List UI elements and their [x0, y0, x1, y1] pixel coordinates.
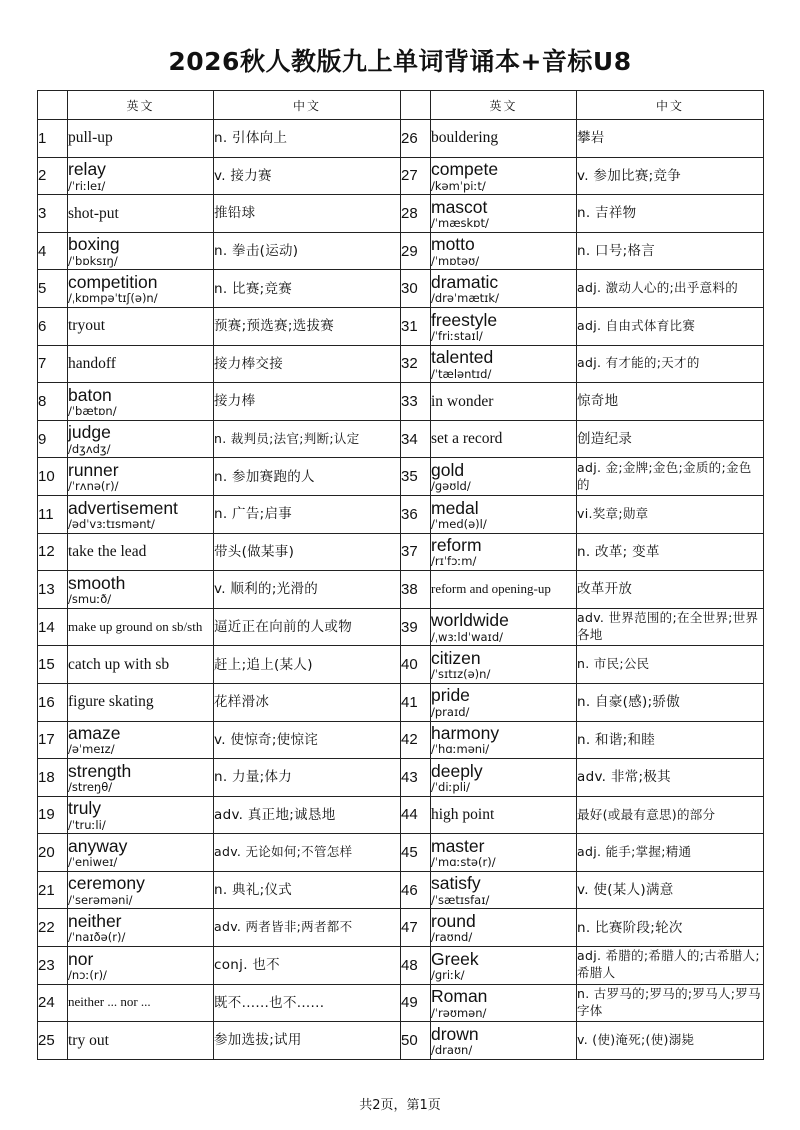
vocab-row [38, 232, 764, 270]
english-word: baton [68, 384, 112, 405]
english-cell [431, 383, 577, 421]
chinese-meaning: vi.奖章;勋章 [577, 495, 764, 533]
english-cell [431, 759, 577, 797]
chinese-meaning: 逼近正在向前的人或物 [214, 608, 401, 646]
entry-number: 14 [38, 608, 68, 646]
entry-number: 9 [38, 420, 68, 458]
phonetic-transcription: /ˈsætɪsfaɪ/ [431, 892, 490, 907]
english-phrase: try out [68, 1031, 109, 1049]
entry-number: 43 [401, 759, 431, 797]
english-word: anyway [68, 835, 128, 856]
chinese-meaning: adv. 世界范围的;在全世界;世界各地 [577, 608, 764, 646]
chinese-meaning: n. 比赛;竞赛 [214, 270, 401, 308]
entry-number: 48 [401, 947, 431, 985]
vocab-row [38, 383, 764, 421]
english-word: reform [431, 535, 482, 556]
entry-number: 24 [38, 984, 68, 1022]
phonetic-transcription: /ˈsɪtɪz(ə)n/ [431, 667, 491, 682]
english-phrase: take the lead [68, 542, 147, 560]
phonetic-transcription: /ˈfriːstaɪl/ [431, 328, 483, 343]
english-phrase: make up ground on sb/sth [68, 618, 203, 634]
english-cell [431, 909, 577, 947]
entry-number: 19 [38, 796, 68, 834]
english-cell [431, 984, 577, 1022]
english-cell [431, 420, 577, 458]
entry-number: 28 [401, 195, 431, 233]
chinese-meaning: 攀岩 [577, 120, 764, 158]
chinese-meaning: n. 参加赛跑的人 [214, 458, 401, 496]
english-phrase: figure skating [68, 693, 154, 711]
english-cell [68, 909, 214, 947]
entry-number: 33 [401, 383, 431, 421]
english-cell [431, 195, 577, 233]
english-cell [68, 721, 214, 759]
english-word: harmony [431, 723, 500, 744]
chinese-meaning: n. 古罗马的;罗马的;罗马人;罗马字体 [577, 984, 764, 1022]
english-cell [431, 307, 577, 345]
english-cell [68, 947, 214, 985]
entry-number: 11 [38, 495, 68, 533]
vocab-row [38, 345, 764, 383]
chinese-meaning: n. 典礼;仪式 [214, 871, 401, 909]
chinese-meaning: v. 接力赛 [214, 157, 401, 195]
entry-number: 4 [38, 232, 68, 270]
english-phrase: bouldering [431, 129, 499, 147]
vocab-row [38, 909, 764, 947]
phonetic-transcription: /kəmˈpiːt/ [431, 178, 486, 193]
entry-number: 1 [38, 120, 68, 158]
english-cell [68, 495, 214, 533]
chinese-meaning: 带头(做某事) [214, 533, 401, 571]
english-word: mascot [431, 196, 488, 217]
phonetic-transcription: /ˈdiːpli/ [431, 780, 470, 795]
english-word: citizen [431, 647, 481, 668]
vocabulary-table [37, 90, 764, 1060]
english-cell [431, 871, 577, 909]
english-word: talented [431, 347, 494, 368]
english-cell [68, 195, 214, 233]
english-cell [68, 834, 214, 872]
entry-number: 7 [38, 345, 68, 383]
english-word: satisfy [431, 873, 481, 894]
english-cell [68, 871, 214, 909]
entry-number: 45 [401, 834, 431, 872]
phonetic-transcription: /ˈnaɪðə(r)/ [68, 930, 126, 945]
entry-number: 20 [38, 834, 68, 872]
entry-number: 13 [38, 571, 68, 609]
phonetic-transcription: /dʒʌdʒ/ [68, 441, 111, 456]
english-word: ceremony [68, 873, 145, 894]
english-word: judge [68, 422, 111, 443]
english-cell [431, 120, 577, 158]
english-cell [68, 796, 214, 834]
entry-number: 22 [38, 909, 68, 947]
vocab-row [38, 120, 764, 158]
entry-number: 5 [38, 270, 68, 308]
english-cell [68, 232, 214, 270]
chinese-meaning: n. 广告;启事 [214, 495, 401, 533]
header-english-left: 英文 [68, 91, 214, 120]
entry-number: 41 [401, 683, 431, 721]
entry-number: 38 [401, 571, 431, 609]
english-cell [68, 420, 214, 458]
chinese-meaning: n. 改革; 变革 [577, 533, 764, 571]
chinese-meaning: v. 参加比赛;竞争 [577, 157, 764, 195]
vocab-row [38, 683, 764, 721]
phonetic-transcription: /ˈrʌnə(r)/ [68, 479, 119, 494]
entry-number: 31 [401, 307, 431, 345]
phonetic-transcription: /draʊn/ [431, 1043, 473, 1058]
english-cell [431, 533, 577, 571]
entry-number: 35 [401, 458, 431, 496]
chinese-meaning: n. 力量;体力 [214, 759, 401, 797]
chinese-meaning: adj. 能手;掌握;精通 [577, 834, 764, 872]
english-phrase: neither ... nor ... [68, 994, 151, 1010]
english-cell [431, 683, 577, 721]
chinese-meaning: adj. 希腊的;希腊人的;古希腊人;希腊人 [577, 947, 764, 985]
entry-number: 17 [38, 721, 68, 759]
english-cell [431, 571, 577, 609]
entry-number: 27 [401, 157, 431, 195]
chinese-meaning: 既不......也不...... [214, 984, 401, 1022]
vocab-row [38, 834, 764, 872]
english-word: master [431, 835, 485, 856]
chinese-meaning: 惊奇地 [577, 383, 764, 421]
chinese-meaning: 接力棒 [214, 383, 401, 421]
chinese-meaning: n. 引体向上 [214, 120, 401, 158]
entry-number: 40 [401, 646, 431, 684]
phonetic-transcription: /ˈmed(ə)l/ [431, 516, 487, 531]
english-word: competition [68, 271, 158, 292]
english-word: runner [68, 459, 119, 480]
phonetic-transcription: /ədˈvɜːtɪsmənt/ [68, 516, 155, 531]
english-cell [68, 1022, 214, 1060]
english-phrase: catch up with sb [68, 655, 170, 673]
english-cell [68, 307, 214, 345]
header-num-blank-right [401, 91, 431, 120]
header-row [38, 91, 764, 120]
english-phrase: in wonder [431, 392, 494, 410]
english-word: smooth [68, 572, 126, 593]
vocab-row [38, 871, 764, 909]
english-cell [431, 1022, 577, 1060]
entry-number: 8 [38, 383, 68, 421]
chinese-meaning: adj. 激动人心的;出乎意料的 [577, 270, 764, 308]
chinese-meaning: 推铅球 [214, 195, 401, 233]
entry-number: 18 [38, 759, 68, 797]
vocab-row [38, 721, 764, 759]
english-word: truly [68, 798, 102, 819]
vocab-row [38, 495, 764, 533]
entry-number: 25 [38, 1022, 68, 1060]
chinese-meaning: adj. 有才能的;天才的 [577, 345, 764, 383]
phonetic-transcription: /ˈrəʊmən/ [431, 1005, 487, 1020]
vocab-row [38, 571, 764, 609]
phonetic-transcription: /ˈmɑːstə(r)/ [431, 855, 496, 870]
chinese-meaning: adv. 两者皆非;两者都不 [214, 909, 401, 947]
chinese-meaning: adv. 非常;极其 [577, 759, 764, 797]
header-chinese-left: 中文 [214, 91, 401, 120]
chinese-meaning: v. 使惊奇;使惊诧 [214, 721, 401, 759]
english-phrase: pull-up [68, 129, 113, 147]
vocab-row [38, 270, 764, 308]
english-word: relay [68, 159, 106, 180]
english-cell [68, 608, 214, 646]
entry-number: 47 [401, 909, 431, 947]
phonetic-transcription: /raʊnd/ [431, 930, 473, 945]
english-word: gold [431, 459, 465, 480]
chinese-meaning: 参加选拔;试用 [214, 1022, 401, 1060]
chinese-meaning: n. 比赛阶段;轮次 [577, 909, 764, 947]
vocab-row [38, 157, 764, 195]
english-phrase: shot-put [68, 204, 119, 222]
english-word: drown [431, 1023, 479, 1044]
english-word: freestyle [431, 309, 498, 330]
english-cell [431, 608, 577, 646]
english-word: Roman [431, 986, 488, 1007]
chinese-meaning: n. 裁判员;法官;判断;认定 [214, 420, 401, 458]
phonetic-transcription: /ˈeniweɪ/ [68, 855, 118, 870]
vocab-row [38, 307, 764, 345]
vocab-row [38, 420, 764, 458]
entry-number: 15 [38, 646, 68, 684]
chinese-meaning: adj. 金;金牌;金色;金质的;金色的 [577, 458, 764, 496]
header-english-right: 英文 [431, 91, 577, 120]
english-cell [431, 646, 577, 684]
english-cell [68, 157, 214, 195]
entry-number: 46 [401, 871, 431, 909]
english-phrase: set a record [431, 430, 503, 448]
english-cell [68, 458, 214, 496]
phonetic-transcription: /ˈhɑːməni/ [431, 742, 490, 757]
english-word: motto [431, 234, 475, 255]
entry-number: 42 [401, 721, 431, 759]
entry-number: 23 [38, 947, 68, 985]
entry-number: 26 [401, 120, 431, 158]
english-phrase: tryout [68, 317, 106, 335]
phonetic-transcription: /ˈbætɒn/ [68, 404, 117, 419]
phonetic-transcription: /əˈmeɪz/ [68, 742, 115, 757]
chinese-meaning: 预赛;预选赛;选拔赛 [214, 307, 401, 345]
header-chinese-right: 中文 [577, 91, 764, 120]
chinese-meaning: v. 使(某人)满意 [577, 871, 764, 909]
chinese-meaning: 赶上;追上(某人) [214, 646, 401, 684]
english-word: compete [431, 159, 499, 180]
vocab-row [38, 759, 764, 797]
phonetic-transcription: /nɔː(r)/ [68, 968, 107, 983]
chinese-meaning: 改革开放 [577, 571, 764, 609]
english-cell [68, 270, 214, 308]
english-word: medal [431, 497, 479, 518]
english-cell [68, 571, 214, 609]
english-word: round [431, 911, 476, 932]
chinese-meaning: n. 和谐;和睦 [577, 721, 764, 759]
english-cell [431, 834, 577, 872]
english-cell [431, 458, 577, 496]
phonetic-transcription: /ˌkɒmpəˈtɪʃ(ə)n/ [68, 291, 158, 306]
chinese-meaning: adv. 无论如何;不管怎样 [214, 834, 401, 872]
english-phrase: high point [431, 806, 495, 824]
vocab-row [38, 646, 764, 684]
phonetic-transcription: /drəˈmætɪk/ [431, 291, 499, 306]
english-cell [68, 646, 214, 684]
entry-number: 21 [38, 871, 68, 909]
entry-number: 2 [38, 157, 68, 195]
entry-number: 32 [401, 345, 431, 383]
entry-number: 36 [401, 495, 431, 533]
english-cell [68, 984, 214, 1022]
entry-number: 29 [401, 232, 431, 270]
vocab-row [38, 984, 764, 1022]
chinese-meaning: n. 市民;公民 [577, 646, 764, 684]
phonetic-transcription: /ˈmæskɒt/ [431, 216, 489, 231]
entry-number: 3 [38, 195, 68, 233]
chinese-meaning: v. (使)淹死;(使)溺毙 [577, 1022, 764, 1060]
phonetic-transcription: /ˈmɒtəʊ/ [431, 253, 480, 268]
english-cell [68, 759, 214, 797]
phonetic-transcription: /ˈtruːli/ [68, 817, 106, 832]
english-word: nor [68, 948, 94, 969]
chinese-meaning: 花样滑冰 [214, 683, 401, 721]
english-word: strength [68, 760, 132, 781]
entry-number: 44 [401, 796, 431, 834]
vocab-row [38, 947, 764, 985]
chinese-meaning: n. 口号;格言 [577, 232, 764, 270]
english-cell [431, 345, 577, 383]
chinese-meaning: n. 吉祥物 [577, 195, 764, 233]
vocab-row [38, 1022, 764, 1060]
phonetic-transcription: /rɪˈfɔːm/ [431, 554, 477, 569]
phonetic-transcription: /ˈbɒksɪŋ/ [68, 253, 118, 268]
phonetic-transcription: /ˈtæləntɪd/ [431, 366, 492, 381]
chinese-meaning: 最好(或最有意思)的部分 [577, 796, 764, 834]
chinese-meaning: n. 自豪(感);骄傲 [577, 683, 764, 721]
phonetic-transcription: /ɡriːk/ [431, 968, 465, 983]
english-word: dramatic [431, 271, 499, 292]
entry-number: 39 [401, 608, 431, 646]
english-cell [68, 533, 214, 571]
entry-number: 30 [401, 270, 431, 308]
chinese-meaning: conj. 也不 [214, 947, 401, 985]
phonetic-transcription: /ˌwɜːldˈwaɪd/ [431, 629, 503, 644]
entry-number: 12 [38, 533, 68, 571]
entry-number: 37 [401, 533, 431, 571]
english-cell [431, 157, 577, 195]
page-footer: 共2页，第1页 [359, 1098, 441, 1113]
english-cell [431, 495, 577, 533]
entry-number: 50 [401, 1022, 431, 1060]
header-num-blank-left [38, 91, 68, 120]
english-cell [68, 383, 214, 421]
phonetic-transcription: /ɡəʊld/ [431, 479, 471, 494]
english-cell [431, 270, 577, 308]
chinese-meaning: n. 拳击(运动) [214, 232, 401, 270]
english-cell [431, 721, 577, 759]
english-cell [431, 947, 577, 985]
chinese-meaning: adv. 真正地;诚恳地 [214, 796, 401, 834]
entry-number: 6 [38, 307, 68, 345]
chinese-meaning: 接力棒交接 [214, 345, 401, 383]
phonetic-transcription: /streŋθ/ [68, 780, 113, 795]
chinese-meaning: 创造纪录 [577, 420, 764, 458]
vocab-row [38, 796, 764, 834]
entry-number: 16 [38, 683, 68, 721]
english-word: pride [431, 685, 470, 706]
english-word: Greek [431, 948, 479, 969]
english-word: amaze [68, 723, 121, 744]
english-cell [68, 345, 214, 383]
english-cell [68, 120, 214, 158]
english-word: worldwide [431, 610, 509, 631]
english-cell [431, 796, 577, 834]
english-word: advertisement [68, 497, 178, 518]
entry-number: 34 [401, 420, 431, 458]
english-phrase: handoff [68, 354, 116, 372]
vocab-row [38, 608, 764, 646]
phonetic-transcription: /ˈriːleɪ/ [68, 178, 106, 193]
vocab-row [38, 533, 764, 571]
english-cell [68, 683, 214, 721]
phonetic-transcription: /praɪd/ [431, 704, 470, 719]
entry-number: 10 [38, 458, 68, 496]
phonetic-transcription: /smuːð/ [68, 592, 112, 607]
chinese-meaning: adj. 自由式体育比赛 [577, 307, 764, 345]
phonetic-transcription: /ˈserəməni/ [68, 892, 133, 907]
entry-number: 49 [401, 984, 431, 1022]
english-word: deeply [431, 760, 483, 781]
vocab-row [38, 458, 764, 496]
english-cell [431, 232, 577, 270]
chinese-meaning: v. 顺利的;光滑的 [214, 571, 401, 609]
english-word: neither [68, 911, 122, 932]
english-phrase: reform and opening-up [431, 580, 551, 596]
vocab-row [38, 195, 764, 233]
english-word: boxing [68, 234, 120, 255]
page-title: 2026秋人教版九上单词背诵本+音标U8 [168, 47, 632, 76]
